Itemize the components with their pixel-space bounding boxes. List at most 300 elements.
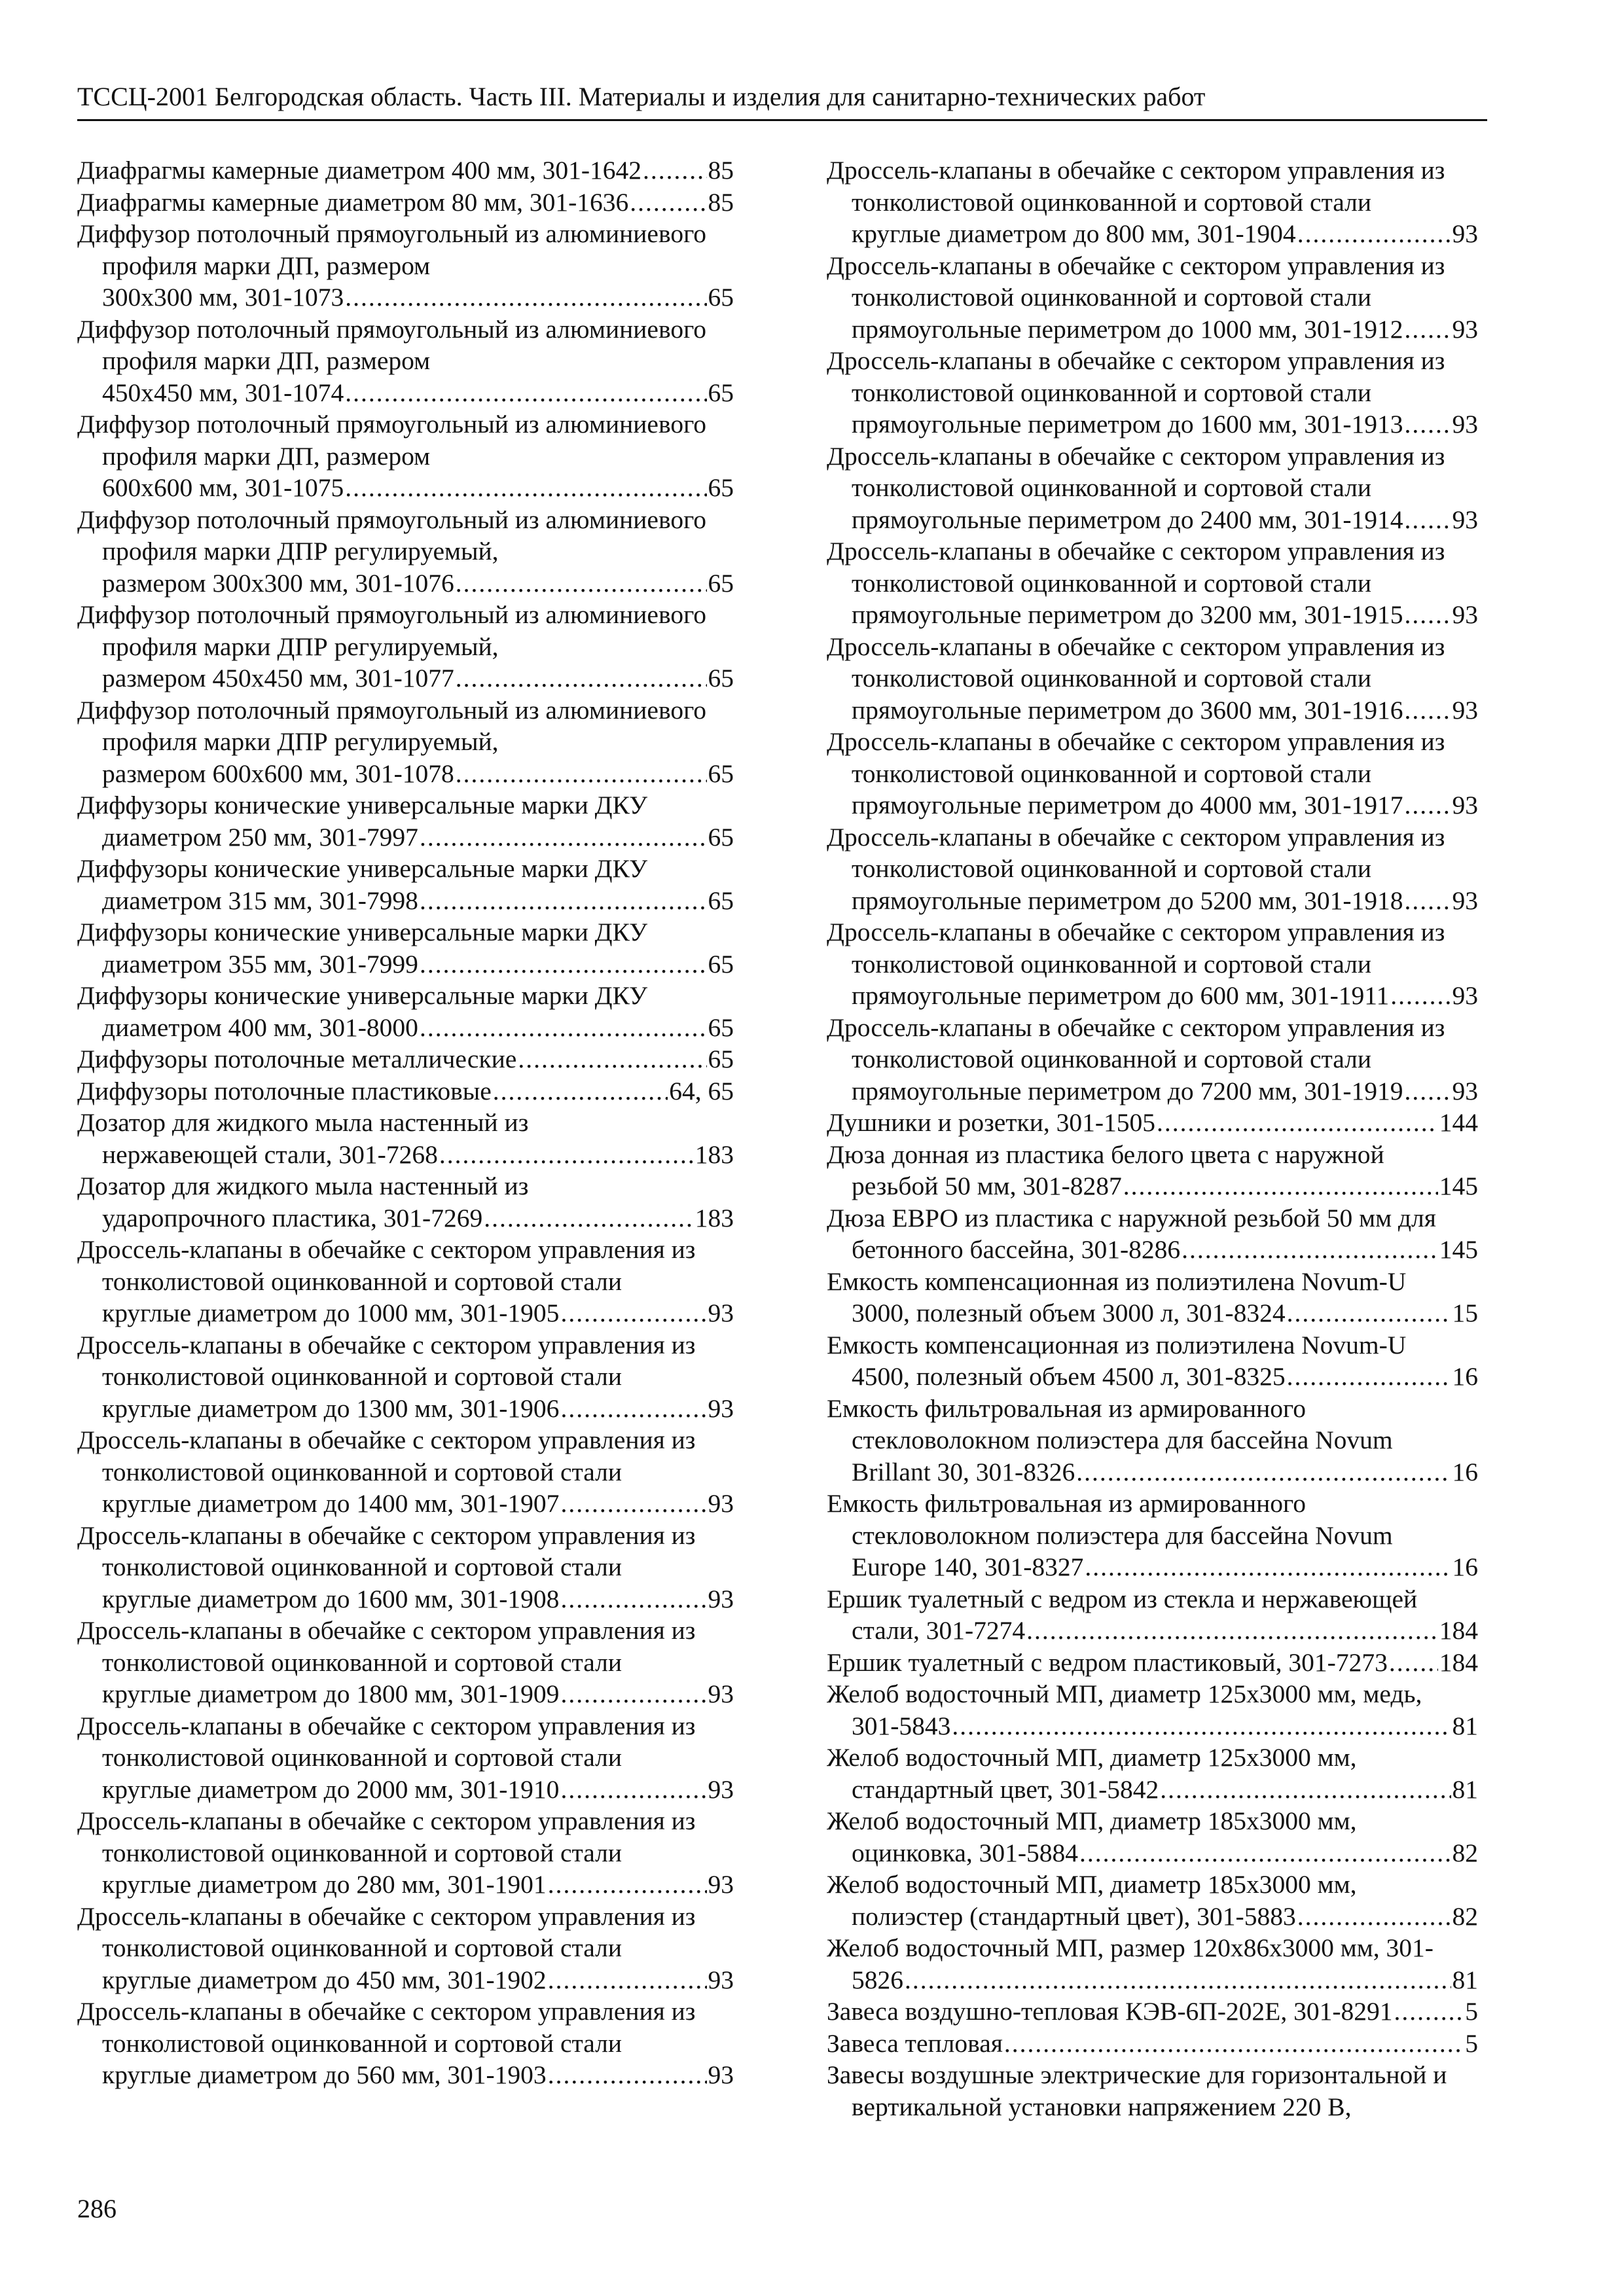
- index-entry-page: 93: [708, 1584, 734, 1613]
- index-entry-page: 65: [708, 283, 734, 312]
- index-entry-label: Диффузоры потолочные пластиковые: [77, 1076, 492, 1105]
- dot-leader: [420, 1012, 707, 1044]
- index-entry-label: круглые диаметром до 280 мм, 301-1901: [102, 1870, 547, 1899]
- index-entry: [77, 1424, 734, 1520]
- index-entry: [827, 726, 1478, 821]
- page-number: 286: [77, 2194, 117, 2223]
- dot-leader: [1123, 1170, 1438, 1202]
- dot-leader: [1405, 408, 1451, 440]
- index-entry-page: 85: [708, 187, 734, 217]
- dot-leader: [1405, 599, 1451, 631]
- dot-leader: [1394, 1996, 1464, 2028]
- index-entry-label: размером 300x300 мм, 301-1076: [102, 568, 454, 598]
- index-entry: [827, 916, 1478, 1012]
- index-entry-last-line: [102, 567, 734, 600]
- index-entry-label: Завеса тепловая: [827, 2028, 1003, 2058]
- index-entry-page: 93: [708, 1299, 734, 1327]
- index-entry-label: стали, 301-7274: [852, 1616, 1026, 1645]
- index-entry-page: 65: [708, 664, 734, 692]
- index-entry-last-line: [102, 1774, 734, 1806]
- index-entry-last-line: [852, 504, 1478, 536]
- dot-leader: [1004, 2028, 1464, 2060]
- index-entry-page: 82: [1452, 1838, 1478, 1867]
- index-entry: [77, 1107, 734, 1170]
- index-entry-page: 65: [708, 822, 734, 852]
- index-entry-page: 93: [1452, 219, 1478, 248]
- dot-leader: [420, 821, 707, 853]
- index-entry-label: круглые диаметром до 1300 мм, 301-1906: [102, 1393, 560, 1423]
- index-entry-page: 145: [1439, 1172, 1478, 1200]
- page-header: [77, 77, 1487, 121]
- index-entry-label: прямоугольные периметром до 5200 мм, 301-1918: [852, 886, 1403, 915]
- index-entry-text: Желоб водосточный МП, диаметр 125x3000 мм,: [827, 1743, 1357, 1772]
- index-entry-last-line: [827, 1647, 1478, 1679]
- dot-leader: [1287, 1361, 1451, 1393]
- index-entry-page: 16: [1452, 1362, 1478, 1391]
- index-entry-page: 5: [1465, 1997, 1478, 2026]
- dot-leader: [1405, 885, 1451, 917]
- index-entry-page: 184: [1439, 1647, 1478, 1677]
- index-entry-label: прямоугольные периметром до 3200 мм, 301-1915: [852, 600, 1403, 629]
- index-entry-label: ударопрочного пластика, 301-7269: [102, 1203, 483, 1232]
- index-entry: [827, 1107, 1478, 1139]
- dot-leader: [1297, 218, 1451, 250]
- index-entry: [827, 1488, 1478, 1583]
- index-entry-page: 65: [708, 568, 734, 598]
- index-entry-last-line: [102, 377, 734, 409]
- index-entry-page: 93: [708, 1679, 734, 1708]
- dot-leader: [345, 472, 706, 504]
- index-entry-label: Brillant 30, 301-8326: [852, 1457, 1075, 1486]
- index-entry-label: прямоугольные периметром до 1600 мм, 301-1913: [852, 410, 1403, 439]
- dot-leader: [456, 567, 707, 600]
- index-entry: [827, 1869, 1478, 1932]
- index-entry-last-line: [102, 1583, 734, 1615]
- index-entry-page: 93: [708, 2060, 734, 2089]
- index-entry-page: 93: [1452, 1076, 1478, 1105]
- index-entry: [77, 694, 734, 790]
- header-title: ТССЦ-2001 Белгородская область. Часть III. Материалы и изделия для санитарно-технических работ: [77, 82, 1206, 111]
- index-entry-page: 65: [708, 473, 734, 502]
- index-entry: [827, 821, 1478, 917]
- index-entry-page: 93: [1452, 981, 1478, 1010]
- index-entry: [827, 1329, 1478, 1393]
- index-entry-page: 65: [708, 949, 734, 978]
- dot-leader: [905, 1964, 1451, 1996]
- index-entry-label: прямоугольные периметром до 600 мм, 301-1911: [852, 981, 1390, 1010]
- index-entry-page: 82: [1452, 1901, 1478, 1931]
- index-entry: [827, 1805, 1478, 1869]
- index-entry-text: Дроссель-клапаны в обечайке с сектором управления из тонколистовой оцинкованной и сортовой стали: [77, 1330, 696, 1391]
- dot-leader: [560, 1488, 706, 1520]
- index-entry-page: 5: [1465, 2028, 1478, 2058]
- index-entry: [77, 218, 734, 314]
- index-entry-label: размером 600x600 мм, 301-1078: [102, 759, 454, 788]
- index-entry-label: диаметром 315 мм, 301-7998: [102, 886, 418, 915]
- index-entry: [77, 1520, 734, 1615]
- index-entry-label: прямоугольные периметром до 3600 мм, 301-1916: [852, 695, 1403, 725]
- index-entry: [827, 154, 1478, 250]
- dot-leader: [560, 1774, 706, 1806]
- index-entry-text: Завесы воздушные электрические для горизонтальной и вертикальной установки напряжением 220 В,: [827, 2060, 1447, 2121]
- index-entry-label: размером 450x450 мм, 301-1077: [102, 664, 454, 692]
- index-entry: [827, 1996, 1478, 2028]
- index-entry: [827, 1678, 1478, 1742]
- index-entry: [827, 440, 1478, 536]
- index-entry: [827, 1266, 1478, 1329]
- index-entry: [827, 1742, 1478, 1805]
- index-entry: [77, 980, 734, 1043]
- dot-leader: [1287, 1297, 1451, 1329]
- index-entry-last-line: [852, 789, 1478, 821]
- index-entry-text: Дюза ЕВРО из пластика с наружной резьбой 50 мм для: [827, 1203, 1436, 1232]
- index-entry-label: Диффузоры потолочные металлические: [77, 1045, 517, 1073]
- dot-leader: [345, 377, 706, 409]
- index-entry-label: круглые диаметром до 2000 мм, 301-1910: [102, 1774, 560, 1804]
- index-entry: [77, 408, 734, 504]
- index-entry-page: 16: [1452, 1552, 1478, 1581]
- index-entry-last-line: [102, 758, 734, 790]
- index-entry-text: Дроссель-клапаны в обечайке с сектором управления из тонколистовой оцинкованной и сортовой стали: [827, 1013, 1445, 1073]
- index-entry-last-line: [852, 1361, 1478, 1393]
- dot-leader: [345, 281, 706, 314]
- index-entry-page: 144: [1439, 1108, 1478, 1137]
- index-entry-text: Дроссель-клапаны в обечайке с сектором управления из тонколистовой оцинкованной и сортовой стали: [827, 632, 1445, 692]
- index-column-left: [77, 154, 734, 2091]
- index-entry: [77, 314, 734, 409]
- index-entry-last-line: [852, 218, 1478, 250]
- dot-leader: [1160, 1774, 1451, 1806]
- index-entry-text: Желоб водосточный МП, размер 120x86x3000 мм, 301-: [827, 1933, 1434, 1962]
- index-entry-last-line: [827, 1996, 1478, 2028]
- index-entry-label: прямоугольные периметром до 4000 мм, 301-1917: [852, 791, 1403, 819]
- index-entry: [77, 1615, 734, 1710]
- index-entry-text: Диффузор потолочный прямоугольный из алюминиевого профиля марки ДП, размером: [77, 314, 707, 375]
- index-entry-text: Дроссель-клапаны в обечайке с сектором управления из тонколистовой оцинкованной и сортовой стали: [827, 537, 1445, 598]
- index-entry-last-line: [77, 154, 734, 187]
- index-entry-text: Дроссель-клапаны в обечайке с сектором управления из тонколистовой оцинкованной и сортовой стали: [77, 1616, 696, 1677]
- index-entry: [827, 1583, 1478, 1647]
- index-entry-page: 81: [1452, 1711, 1478, 1740]
- index-entry-page: 64, 65: [669, 1076, 734, 1105]
- dot-leader: [1297, 1901, 1451, 1933]
- index-entry-text: Емкость фильтровальная из армированного стекловолокном полиэстера для бассейна Novum: [827, 1489, 1393, 1550]
- index-entry-page: 93: [1452, 791, 1478, 819]
- index-entry: [77, 853, 734, 916]
- index-entry-last-line: [102, 1297, 734, 1329]
- index-entry: [827, 1393, 1478, 1488]
- dot-leader: [560, 1297, 706, 1329]
- index-entry-page: 85: [708, 156, 734, 185]
- dot-leader: [952, 1710, 1451, 1742]
- index-entry-last-line: [102, 885, 734, 917]
- index-entry-text: Диффузоры конические универсальные марки ДКУ: [77, 918, 648, 946]
- index-entry-page: 93: [708, 1393, 734, 1423]
- index-entry-last-line: [102, 662, 734, 694]
- index-entry: [827, 535, 1478, 631]
- index-entry-label: прямоугольные периметром до 1000 мм, 301-1912: [852, 314, 1403, 344]
- index-entry-label: 3000, полезный объем 3000 л, 301-8324: [852, 1299, 1286, 1327]
- index-entry-text: Диффузор потолочный прямоугольный из алюминиевого профиля марки ДПР регулируемый,: [77, 505, 707, 565]
- index-entry: [827, 1012, 1478, 1107]
- index-entry-last-line: [852, 1170, 1478, 1202]
- index-entry-label: Душники и розетки, 301-1505: [827, 1108, 1155, 1137]
- index-entry-page: 183: [695, 1139, 734, 1169]
- index-entry: [827, 1139, 1478, 1202]
- index-entry-text: Дроссель-клапаны в обечайке с сектором управления из тонколистовой оцинкованной и сортовой стали: [77, 1520, 696, 1581]
- index-entry-text: Дроссель-клапаны в обечайке с сектором управления из тонколистовой оцинкованной и сортовой стали: [827, 727, 1445, 788]
- dot-leader: [1157, 1107, 1438, 1139]
- index-entry-text: Дроссель-клапаны в обечайке с сектором управления из тонколистовой оцинкованной и сортовой стали: [827, 156, 1445, 217]
- index-entry-text: Диффузоры конические универсальные марки ДКУ: [77, 854, 648, 883]
- index-entry-label: полиэстер (стандартный цвет), 301-5883: [852, 1901, 1296, 1931]
- index-entry-last-line: [852, 1297, 1478, 1329]
- index-entry-last-line: [102, 821, 734, 853]
- index-entry-last-line: [827, 1107, 1478, 1139]
- index-entry-text: Дроссель-клапаны в обечайке с сектором управления из тонколистовой оцинкованной и сортовой стали: [827, 441, 1445, 502]
- dot-leader: [1079, 1837, 1451, 1869]
- index-entry-text: Диффузоры конические универсальные марки ДКУ: [77, 981, 648, 1010]
- index-entry: [77, 1329, 734, 1425]
- index-entry: [827, 250, 1478, 346]
- index-entry-text: Дроссель-клапаны в обечайке с сектором управления из тонколистовой оцинкованной и сортовой стали: [77, 1997, 696, 2058]
- index-entry-text: Дроссель-клапаны в обечайке с сектором управления из тонколистовой оцинкованной и сортовой стали: [77, 1426, 696, 1486]
- dot-leader: [1405, 789, 1451, 821]
- index-entry: [77, 916, 734, 980]
- index-entry-last-line: [852, 980, 1478, 1012]
- index-entry: [77, 1710, 734, 1806]
- index-entry-text: Диффузоры конические универсальные марки ДКУ: [77, 791, 648, 819]
- index-entry-last-line: [77, 187, 734, 219]
- index-entry-label: нержавеющей стали, 301-7268: [102, 1139, 438, 1169]
- dot-leader: [1026, 1615, 1438, 1647]
- index-entry: [77, 599, 734, 694]
- index-entry-page: 15: [1452, 1299, 1478, 1327]
- index-entry-text: Дозатор для жидкого мыла настенный из: [77, 1108, 529, 1137]
- dot-leader: [548, 2059, 707, 2091]
- index-entry: [77, 1996, 734, 2091]
- index-entry: [827, 1647, 1478, 1679]
- index-entry-last-line: [102, 472, 734, 504]
- index-entry-label: 4500, полезный объем 4500 л, 301-8325: [852, 1362, 1286, 1391]
- dot-leader: [548, 1869, 707, 1901]
- index-entry-page: 145: [1439, 1235, 1478, 1264]
- index-entry-text: Диффузор потолочный прямоугольный из алюминиевого профиля марки ДПР регулируемый,: [77, 600, 707, 661]
- index-entry-page: 65: [708, 378, 734, 407]
- index-entry-label: 450x450 мм, 301-1074: [102, 378, 344, 407]
- index-entry-last-line: [102, 1012, 734, 1044]
- index-entry-page: 93: [708, 1870, 734, 1899]
- index-entry-last-line: [852, 1456, 1478, 1488]
- index-entry: [77, 1043, 734, 1075]
- dot-leader: [456, 758, 707, 790]
- index-entry-label: Диафрагмы камерные диаметром 400 мм, 301-1642: [77, 156, 641, 185]
- index-entry-text: Емкость компенсационная из полиэтилена Novum-U: [827, 1266, 1407, 1296]
- index-entry-page: 16: [1452, 1457, 1478, 1486]
- index-entry: [827, 631, 1478, 726]
- dot-leader: [518, 1043, 706, 1075]
- index-entry: [77, 187, 734, 219]
- index-entry-last-line: [852, 1901, 1478, 1933]
- index-entry-text: Дроссель-клапаны в обечайке с сектором управления из тонколистовой оцинкованной и сортовой стали: [827, 822, 1445, 883]
- index-entry-text: Диффузор потолочный прямоугольный из алюминиевого профиля марки ДПР регулируемый,: [77, 695, 707, 756]
- index-entry-last-line: [852, 1075, 1478, 1107]
- index-entry-text: Емкость компенсационная из полиэтилена Novum-U: [827, 1330, 1407, 1359]
- index-entry-last-line: [102, 948, 734, 980]
- index-entry-last-line: [102, 2059, 734, 2091]
- index-entry-last-line: [852, 694, 1478, 726]
- index-entry-page: 93: [1452, 600, 1478, 629]
- index-entry-label: Завеса воздушно-тепловая КЭВ-6П-202Е, 301-8291: [827, 1997, 1393, 2026]
- index-entry-last-line: [852, 599, 1478, 631]
- index-entry-page: 81: [1452, 1965, 1478, 1994]
- index-entry-label: 5826: [852, 1965, 903, 1994]
- dot-leader: [439, 1139, 694, 1171]
- index-entry-text: Дроссель-клапаны в обечайке с сектором управления из тонколистовой оцинкованной и сортовой стали: [77, 1711, 696, 1772]
- index-entry-page: 183: [695, 1203, 734, 1232]
- index-entry-page: 93: [1452, 695, 1478, 725]
- index-entry-last-line: [102, 1393, 734, 1425]
- index-entry: [77, 1805, 734, 1901]
- index-entry-text: Диффузор потолочный прямоугольный из алюминиевого профиля марки ДП, размером: [77, 219, 707, 280]
- index-entry-last-line: [852, 314, 1478, 346]
- index-entry-label: прямоугольные периметром до 7200 мм, 301-1919: [852, 1076, 1403, 1105]
- index-entry-label: круглые диаметром до 1400 мм, 301-1907: [102, 1489, 560, 1518]
- index-entry-page: 81: [1452, 1774, 1478, 1804]
- index-entry-label: 300x300 мм, 301-1073: [102, 283, 344, 312]
- dot-leader: [1390, 980, 1451, 1012]
- index-entry-label: прямоугольные периметром до 2400 мм, 301-1914: [852, 505, 1403, 534]
- index-entry: [827, 345, 1478, 440]
- index-entry-text: Дроссель-клапаны в обечайке с сектором управления из тонколистовой оцинкованной и сортовой стали: [77, 1806, 696, 1867]
- index-entry-label: 301-5843: [852, 1711, 951, 1740]
- index-entry: [77, 1075, 734, 1107]
- dot-leader: [493, 1075, 668, 1107]
- index-entry-label: стандартный цвет, 301-5842: [852, 1774, 1159, 1804]
- index-entry-label: круглые диаметром до 1800 мм, 301-1909: [102, 1679, 560, 1708]
- index-entry-page: 65: [708, 759, 734, 788]
- index-entry-last-line: [102, 1202, 734, 1234]
- index-entry-text: Желоб водосточный МП, диаметр 125x3000 мм, медь,: [827, 1679, 1422, 1708]
- index-entry-label: Ершик туалетный с ведром пластиковый, 301-7273: [827, 1647, 1388, 1677]
- index-entry-label: круглые диаметром до 1000 мм, 301-1905: [102, 1299, 560, 1327]
- index-entry: [827, 1932, 1478, 1996]
- index-entry-label: резьбой 50 мм, 301-8287: [852, 1172, 1122, 1200]
- index-entry-text: Дроссель-клапаны в обечайке с сектором управления из тонколистовой оцинкованной и сортовой стали: [827, 346, 1445, 407]
- index-entry-text: Дроссель-клапаны в обечайке с сектором управления из тонколистовой оцинкованной и сортовой стали: [827, 251, 1445, 312]
- index-entry-page: 93: [1452, 505, 1478, 534]
- index-entry-last-line: [852, 1774, 1478, 1806]
- index-entry-last-line: [852, 1837, 1478, 1869]
- index-entry-page: 93: [708, 1965, 734, 1994]
- index-entry-text: Дроссель-клапаны в обечайке с сектором управления из тонколистовой оцинкованной и сортовой стали: [827, 918, 1445, 978]
- index-entry-last-line: [852, 408, 1478, 440]
- dot-leader: [1389, 1647, 1438, 1679]
- index-entry-text: Ершик туалетный с ведром из стекла и нержавеющей: [827, 1584, 1418, 1613]
- index-entry-last-line: [852, 1551, 1478, 1583]
- index-entry: [827, 2028, 1478, 2060]
- dot-leader: [1085, 1551, 1451, 1583]
- index-entry-label: диаметром 400 мм, 301-8000: [102, 1013, 418, 1042]
- index-entry-page: 93: [1452, 886, 1478, 915]
- dot-leader: [1405, 694, 1451, 726]
- index-entry-last-line: [102, 1678, 734, 1710]
- index-entry-text: Желоб водосточный МП, диаметр 185x3000 мм,: [827, 1806, 1357, 1835]
- index-entry-page: 93: [1452, 410, 1478, 439]
- index-entry: [77, 1901, 734, 1996]
- index-entry-page: 65: [708, 1013, 734, 1042]
- index-entry-page: 65: [708, 1045, 734, 1073]
- index-entry-label: круглые диаметром до 800 мм, 301-1904: [852, 219, 1296, 248]
- dot-leader: [420, 885, 707, 917]
- index-entry-text: Дроссель-клапаны в обечайке с сектором управления из тонколистовой оцинкованной и сортовой стали: [77, 1901, 696, 1962]
- index-entry-last-line: [102, 1488, 734, 1520]
- dot-leader: [560, 1678, 706, 1710]
- dot-leader: [548, 1964, 707, 1996]
- index-entry-last-line: [77, 1043, 734, 1075]
- index-entry: [77, 1170, 734, 1234]
- dot-leader: [560, 1393, 706, 1425]
- index-entry-last-line: [852, 1710, 1478, 1742]
- index-entry-label: оцинковка, 301-5884: [852, 1838, 1079, 1867]
- dot-leader: [1405, 1075, 1451, 1107]
- dot-leader: [1405, 504, 1451, 536]
- index-entry-last-line: [102, 1139, 734, 1171]
- index-entry-label: Диафрагмы камерные диаметром 80 мм, 301-1636: [77, 187, 629, 217]
- index-entry: [827, 1202, 1478, 1266]
- dot-leader: [1182, 1234, 1438, 1266]
- index-entry-text: Дроссель-клапаны в обечайке с сектором управления из тонколистовой оцинкованной и сортовой стали: [77, 1235, 696, 1296]
- index-entry-label: диаметром 355 мм, 301-7999: [102, 949, 418, 978]
- index-entry-page: 184: [1439, 1616, 1478, 1645]
- index-entry-last-line: [852, 1615, 1478, 1647]
- index-entry-text: Диффузор потолочный прямоугольный из алюминиевого профиля марки ДП, размером: [77, 410, 707, 471]
- index-entry-text: Емкость фильтровальная из армированного стекловолокном полиэстера для бассейна Novum: [827, 1393, 1393, 1454]
- index-entry: [77, 504, 734, 600]
- dot-leader: [484, 1202, 694, 1234]
- index-entry: [77, 154, 734, 187]
- index-entry-last-line: [852, 1234, 1478, 1266]
- index-column-right: [827, 154, 1478, 2123]
- dot-leader: [420, 948, 707, 980]
- index-entry-label: диаметром 250 мм, 301-7997: [102, 822, 418, 852]
- index-entry-label: круглые диаметром до 450 мм, 301-1902: [102, 1965, 547, 1994]
- index-entry-last-line: [827, 2028, 1478, 2060]
- index-entry-page: 65: [708, 886, 734, 915]
- index-entry: [827, 2059, 1478, 2123]
- index-entry-label: Europe 140, 301-8327: [852, 1552, 1084, 1581]
- dot-leader: [1405, 314, 1451, 346]
- index-entry-last-line: [102, 281, 734, 314]
- index-entry-label: круглые диаметром до 560 мм, 301-1903: [102, 2060, 547, 2089]
- index-entry-page: 93: [708, 1489, 734, 1518]
- dot-leader: [630, 187, 706, 219]
- index-entry-text: Дозатор для жидкого мыла настенный из: [77, 1172, 529, 1200]
- index-entry-label: бетонного бассейна, 301-8286: [852, 1235, 1181, 1264]
- index-entry: [77, 789, 734, 853]
- index-entry-text: Дюза донная из пластика белого цвета с наружной: [827, 1139, 1384, 1169]
- index-entry-page: 93: [708, 1774, 734, 1804]
- index-entry-last-line: [77, 1075, 734, 1107]
- dot-leader: [643, 154, 707, 187]
- index-entry-last-line: [852, 1964, 1478, 1996]
- dot-leader: [560, 1583, 706, 1615]
- index-entry-label: 600x600 мм, 301-1075: [102, 473, 344, 502]
- dot-leader: [456, 662, 707, 694]
- index-entry-page: 93: [1452, 314, 1478, 344]
- index-entry-last-line: [102, 1964, 734, 1996]
- index-entry-text: Желоб водосточный МП, диаметр 185x3000 мм,: [827, 1870, 1357, 1899]
